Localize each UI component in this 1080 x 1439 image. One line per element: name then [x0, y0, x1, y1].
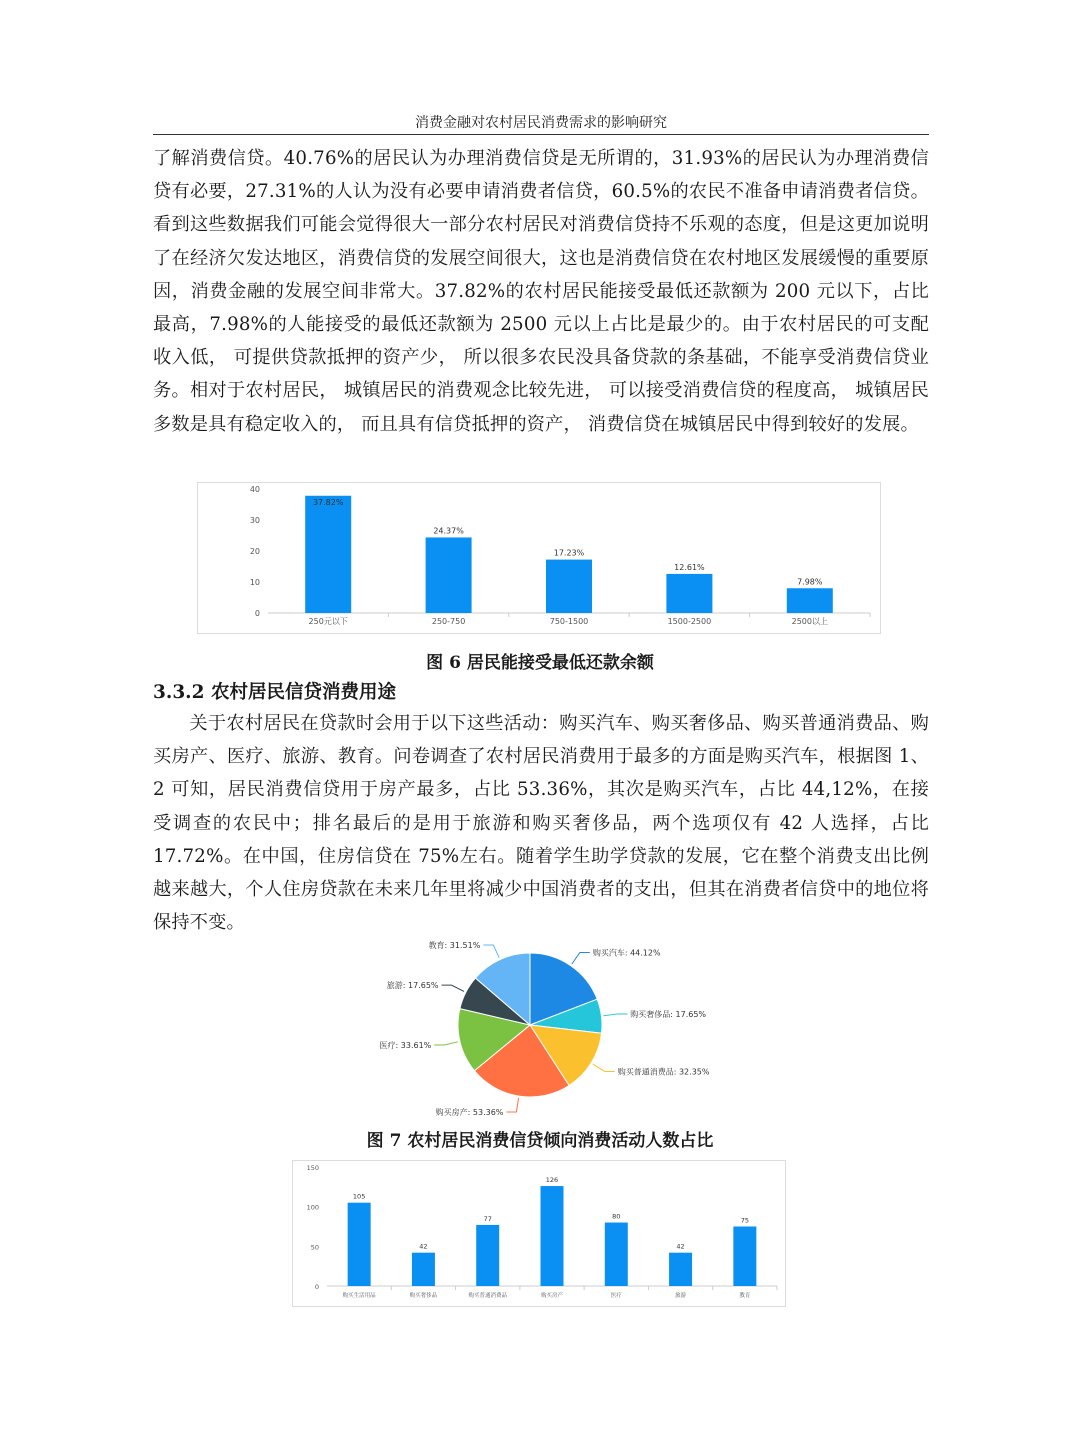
x-category-label: 购买奢侈品: [409, 1293, 438, 1299]
x-category-label: 旅游: [675, 1293, 687, 1299]
bar-data-label: 7.98%: [797, 577, 823, 587]
x-category-label: 1500-2500: [667, 617, 712, 626]
bar-data-label: 17.23%: [553, 548, 585, 558]
y-tick-label: 20: [249, 547, 260, 556]
bar-data-label: 105: [352, 1192, 366, 1201]
figure-7-svg: [340, 940, 740, 1120]
bar: [426, 537, 472, 613]
pie-slice-label: 购买普通消费品: 32.35%: [617, 1067, 710, 1077]
y-tick-label: 0: [254, 609, 260, 618]
bar-data-label: 42: [676, 1242, 685, 1251]
bar: [666, 574, 712, 613]
bar: [669, 1253, 692, 1286]
pie-leader-line: [434, 1042, 458, 1045]
y-tick-label: 50: [310, 1243, 319, 1252]
x-category-label: 医疗: [610, 1293, 622, 1299]
figure-7-chart: [340, 940, 740, 1120]
bar: [605, 1223, 628, 1286]
x-category-label: 购买生活用品: [342, 1293, 376, 1299]
bar-data-label: 77: [483, 1214, 492, 1223]
x-category-label: 2500以上: [791, 617, 828, 626]
pie-slice-label: 购买房产: 53.36%: [435, 1107, 504, 1117]
bar-data-label: 12.61%: [674, 562, 705, 572]
x-category-label: 250-750: [431, 617, 466, 626]
figure-8-chart: [292, 1160, 786, 1307]
y-tick-label: 0: [314, 1283, 319, 1291]
pie-leader-line: [593, 1064, 615, 1071]
bar: [541, 1186, 564, 1286]
figure-6-chart: [197, 482, 881, 634]
pie-leader-line: [442, 985, 464, 991]
figure-6-caption: 图 6 居民能接受最低还款余额: [426, 653, 654, 673]
pie-slice-label: 教育: 31.51%: [428, 941, 481, 951]
bar: [412, 1253, 435, 1286]
pie-slice-label: 旅游: 17.65%: [386, 981, 439, 991]
pie-leader-line: [572, 952, 590, 964]
running-title: 消费金融对农村居民消费需求的影响研究: [415, 115, 667, 131]
y-tick-label: 100: [306, 1203, 319, 1212]
pie-slice-label: 购买汽车: 44.12%: [592, 948, 661, 958]
bar-data-label: 42: [419, 1242, 428, 1251]
body-paragraph-1: 了解消费信贷。40.76%的居民认为办理消费信贷是无所谓的，31.93%的居民认为办理消费信贷有必要，27.31%的人认为没有必要申请消费者信贷，60.5%的农民不准备申请消费者信贷。看到这些数据我们可能会觉得很大一部分农村居民对消费信贷持不乐观的态度，但是这更加说明了在经济欠发达地区，消费信贷的发展空间很大，这也是消费信贷在农村地区发展缓慢的重要原因，消费金融的发展空间非常大。37.82%的农村居民能接受最低还款额为 200 元以下，占比最高，7.98%的人能接受的最低还款额为 2500 元以上占比是最少的。由于农村居民的可支配收入低， 可提供贷款抵押的资产少， 所以很多农民没具备贷款的条基础，不能享受消费信贷业务。相对于农村居民， 城镇居民的消费观念比较先进， 可以接受消费信贷的程度高， 城镇居民多数是具有稳定收入的， 而且具有信贷抵押的资产， 消费信贷在城镇居民中得到较好的发展。: [153, 148, 929, 435]
y-tick-label: 150: [306, 1164, 319, 1172]
section-heading: 3.3.2 农村居民信贷消费用途: [153, 682, 396, 703]
bar: [348, 1203, 371, 1286]
pie-leader-line: [603, 1014, 627, 1016]
y-tick-label: 30: [249, 516, 260, 525]
x-category-label: 购买房产: [540, 1293, 564, 1299]
pie-leader-line: [506, 1098, 518, 1112]
bar: [546, 560, 592, 613]
pie-slice-label: 购买奢侈品: 17.65%: [630, 1009, 707, 1019]
figure-8-svg: [293, 1161, 785, 1306]
bar: [733, 1227, 756, 1287]
header-rule: [153, 134, 929, 135]
bar-data-label: 75: [740, 1216, 749, 1225]
bar: [476, 1225, 499, 1286]
pie-slice-label: 医疗: 33.61%: [379, 1041, 432, 1051]
x-category-label: 购买普通消费品: [468, 1293, 507, 1299]
bar-data-label: 24.37%: [433, 526, 464, 536]
bar-data-label: 126: [545, 1176, 559, 1185]
x-category-label: 750-1500: [549, 617, 589, 626]
x-category-label: 教育: [739, 1293, 751, 1299]
bar-data-label: 37.82%: [312, 497, 344, 507]
figure-7-caption: 图 7 农村居民消费信贷倾向消费活动人数占比: [366, 1131, 714, 1151]
bar-data-label: 80: [612, 1212, 621, 1221]
y-tick-label: 10: [249, 578, 260, 587]
bar: [305, 496, 351, 613]
figure-6-svg: [198, 483, 880, 633]
x-category-label: 250元以下: [308, 617, 348, 626]
pie-leader-line: [483, 945, 499, 958]
body-paragraph-2: 关于农村居民在贷款时会用于以下这些活动：购买汽车、购买奢侈品、购买普通消费品、购买房产、医疗、旅游、教育。问卷调查了农村居民消费用于最多的方面是购买汽车，根据图 1、2 可知，居民消费信贷用于房产最多，占比 53.36%，其次是购买汽车，占比 44,12%，在接受调查的农民中；排名最后的是用于旅游和购买奢侈品，两个选项仅有 42 人选择，占比 17.72%。在中国，住房信贷在 75%左右。随着学生助学贷款的发展，它在整个消费支出比例越来越大，个人住房贷款在未来几年里将减少中国消费者的支出，但其在消费者信贷中的地位将保持不变。: [153, 713, 929, 934]
y-tick-label: 40: [249, 485, 260, 494]
bar: [787, 588, 833, 613]
